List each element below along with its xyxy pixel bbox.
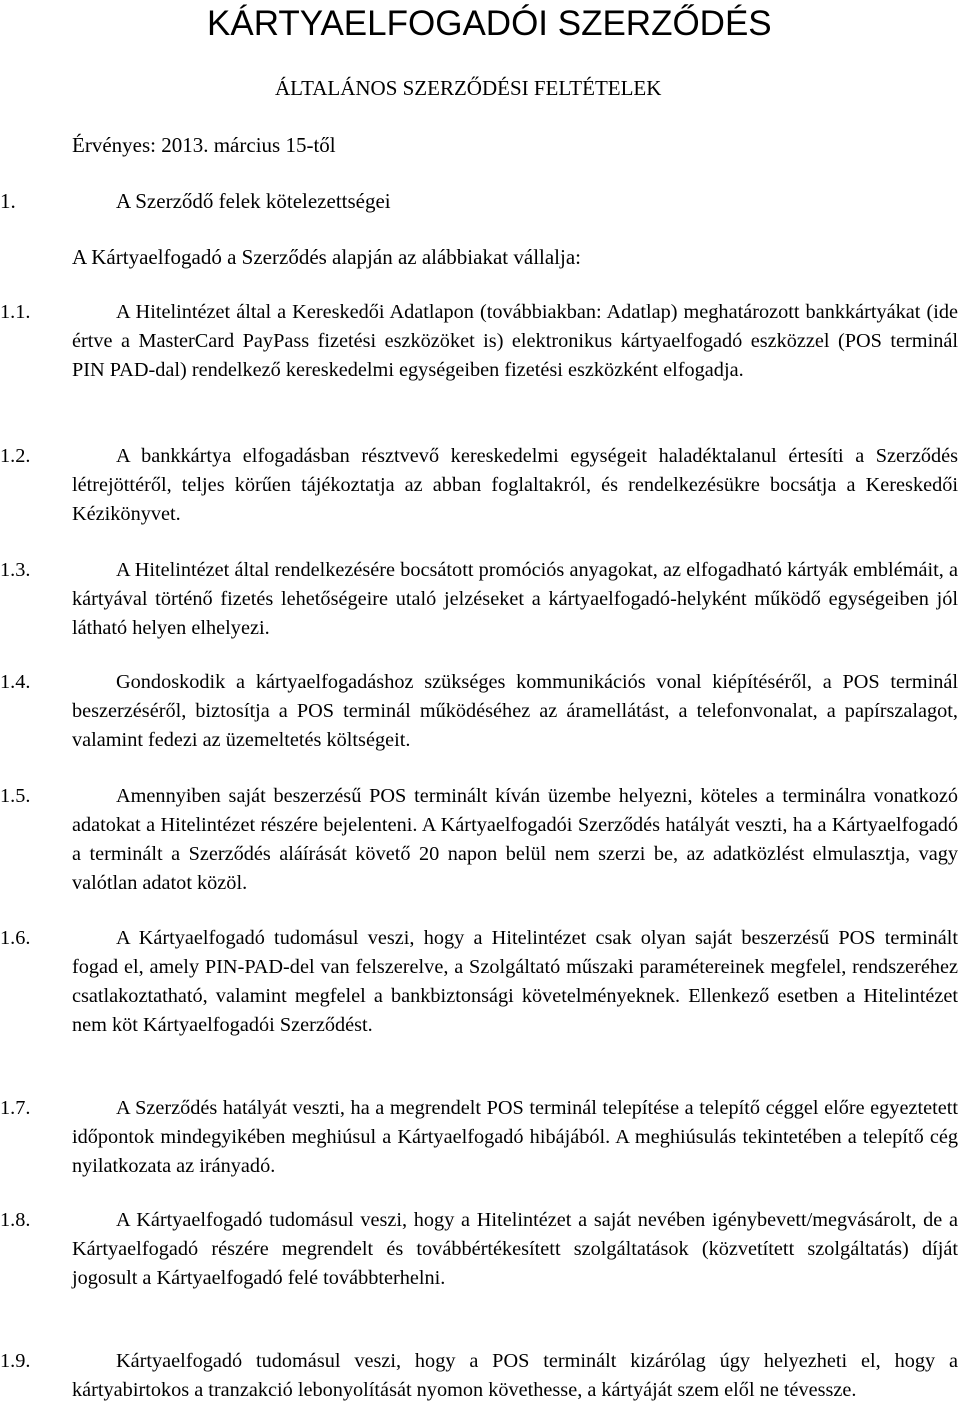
clause-number: 1.3. xyxy=(0,559,31,581)
clause-1-9 xyxy=(0,1347,958,1405)
section-title: A Szerződő felek kötelezettségei xyxy=(116,189,391,213)
clause-text: Amennyiben saját beszerzésű POS terminált kíván üzembe helyezni, köteles a terminálra vonatkozó adatokat a Hitelintézet részére bejelenteni. A Kártyaelfogadói Szerződés hatályát veszti, ha a Kártyaelfogadó a terminált a Szerződés aláírását követő 20 napon belül nem szerzi be, az adatközlést elmulasztja, vagy valótlan adatot közöl. xyxy=(72,785,958,894)
clause-1-8 xyxy=(0,1206,958,1293)
clause-1-6 xyxy=(0,924,958,1040)
clause-text: A Hitelintézet által a Kereskedői Adatlapon (továbbiakban: Adatlap) meghatározott bankkártyákat (ide értve a MasterCard PayPass fizetési eszközöket is) elektronikus kártyaelfogadó eszközzel (POS terminál PIN PAD-dal) rendelkező kereskedelmi egységeiben fizetési eszközként elfogadja. xyxy=(72,301,958,381)
clause-number: 1.6. xyxy=(0,927,31,949)
document-subtitle: ÁLTALÁNOS SZERZŐDÉSI FELTÉTELEK xyxy=(275,76,662,100)
clause-1-2 xyxy=(0,442,958,529)
section-number: 1. xyxy=(0,189,16,213)
clause-1-1 xyxy=(0,298,958,385)
valid-from: Érvényes: 2013. március 15-től xyxy=(72,133,336,157)
clause-number: 1.8. xyxy=(0,1209,31,1231)
clause-number: 1.4. xyxy=(0,671,31,693)
clause-text: Gondoskodik a kártyaelfogadáshoz szükséges kommunikációs vonal kiépítéséről, a POS terminál beszerzéséről, biztosítja a POS terminál működéséhez az áramellátást, a telefonvonalat, a papírszalagot, valamint fedezi az üzemeltetés költségeit. xyxy=(72,671,958,751)
clause-1-7 xyxy=(0,1094,958,1181)
clause-number: 1.5. xyxy=(0,785,31,807)
clause-text: A Hitelintézet által rendelkezésére bocsátott promóciós anyagokat, az elfogadható kártyák emblémáit, a kártyával történő fizetés lehetőségeire utaló jelzéseket a kártyaelfogadó-helyként működő egységeiben jól látható helyen elhelyezi. xyxy=(72,559,958,639)
clause-number: 1.2. xyxy=(0,445,31,467)
clause-1-4 xyxy=(0,668,958,755)
clause-1-5 xyxy=(0,782,958,898)
clause-text: Kártyaelfogadó tudomásul veszi, hogy a POS terminált kizárólag úgy helyezheti el, hogy a kártyabirtokos a tranzakció lebonyolítását nyomon követhesse, a kártyáját szem elől ne tévessze. xyxy=(72,1350,958,1401)
document-title: KÁRTYAELFOGADÓI SZERZŐDÉS xyxy=(207,4,772,43)
clause-1-3 xyxy=(0,556,958,643)
clause-text: A bankkártya elfogadásban résztvevő kereskedelmi egységeit haladéktalanul értesíti a Szerződés létrejöttéről, teljes körűen tájékoztatja az abban foglaltakról, és rendelkezésükre bocsátja a Kereskedői Kézikönyvet. xyxy=(72,445,958,525)
clause-number: 1.7. xyxy=(0,1097,31,1119)
clause-text: A Kártyaelfogadó tudomásul veszi, hogy a Hitelintézet a saját nevében igénybevett/megvásárolt, de a Kártyaelfogadó részére megrendelt és továbbértékesített szolgáltatások (közvetített szolgáltatás) díját jogosult a Kártyaelfogadó felé továbbterhelni. xyxy=(72,1209,958,1289)
clause-number: 1.9. xyxy=(0,1350,31,1372)
section-intro: A Kártyaelfogadó a Szerződés alapján az alábbiakat vállalja: xyxy=(72,245,582,269)
clause-text: A Szerződés hatályát veszti, ha a megrendelt POS terminál telepítése a telepítő céggel előre egyeztetett időpontok mindegyikében meghiúsul a Kártyaelfogadó hibájából. A meghiúsulás tekintetében a telepítő cég nyilatkozata az irányadó. xyxy=(72,1097,958,1177)
clause-text: A Kártyaelfogadó tudomásul veszi, hogy a Hitelintézet csak olyan saját beszerzésű POS terminált fogad el, amely PIN-PAD-del van felszerelve, a Szolgáltató műszaki paramétereinek megfelel, rendszeréhez csatlakoztatható, valamint megfelel a bankbiztonsági követelményeknek. Ellenkező esetben a Hitelintézet nem köt Kártyaelfogadói Szerződést. xyxy=(72,927,958,1036)
clause-number: 1.1. xyxy=(0,301,31,323)
